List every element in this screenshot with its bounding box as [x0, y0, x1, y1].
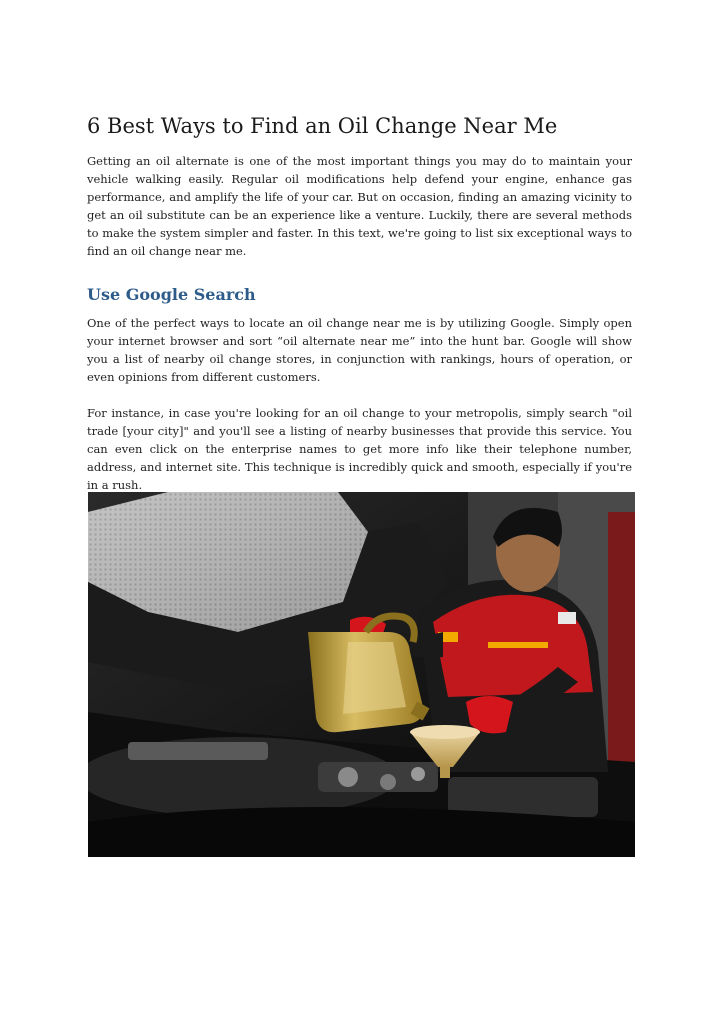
paragraph-spacer — [87, 386, 632, 404]
section-paragraph-1: One of the perfect ways to locate an oil change near me is by utilizing Google. Simply open your internet browser and sort “oil alternate near me” into the hunt bar. Google will show you a list of nearby oil change stores, in conjunction with rankings, hours of operation, or even opinions from different customers. — [87, 316, 632, 384]
article-body — [87, 112, 632, 494]
section-paragraph-2: For instance, in case you're looking for an oil change to your metropolis, simply search "oil trade [your city]" and you'll see a listing of nearby businesses that provide this service. You can even click on the enterprise names to get more info like their telephone number, address, and internet site. This technique is incredibly quick and smooth, especially if you're in a rush. — [87, 406, 632, 492]
section-heading-google-search: Use Google Search — [87, 285, 256, 304]
article-title: 6 Best Ways to Find an Oil Change Near Me — [87, 114, 558, 138]
intro-paragraph: Getting an oil alternate is one of the most important things you may do to maintain your vehicle walking easily. Regular oil modifications help defend your engine, enhance gas performance, and amplify the life of your car. But on occasion, finding an amazing vicinity to get an oil substitute can be an experience like a venture. Luckily, there are several methods to make the system simpler and faster. In this text, we're going to list six exceptional ways to find an oil change near me. — [87, 154, 632, 258]
mechanic-oil-change-photo — [88, 492, 635, 857]
photo-illustration — [88, 492, 635, 857]
